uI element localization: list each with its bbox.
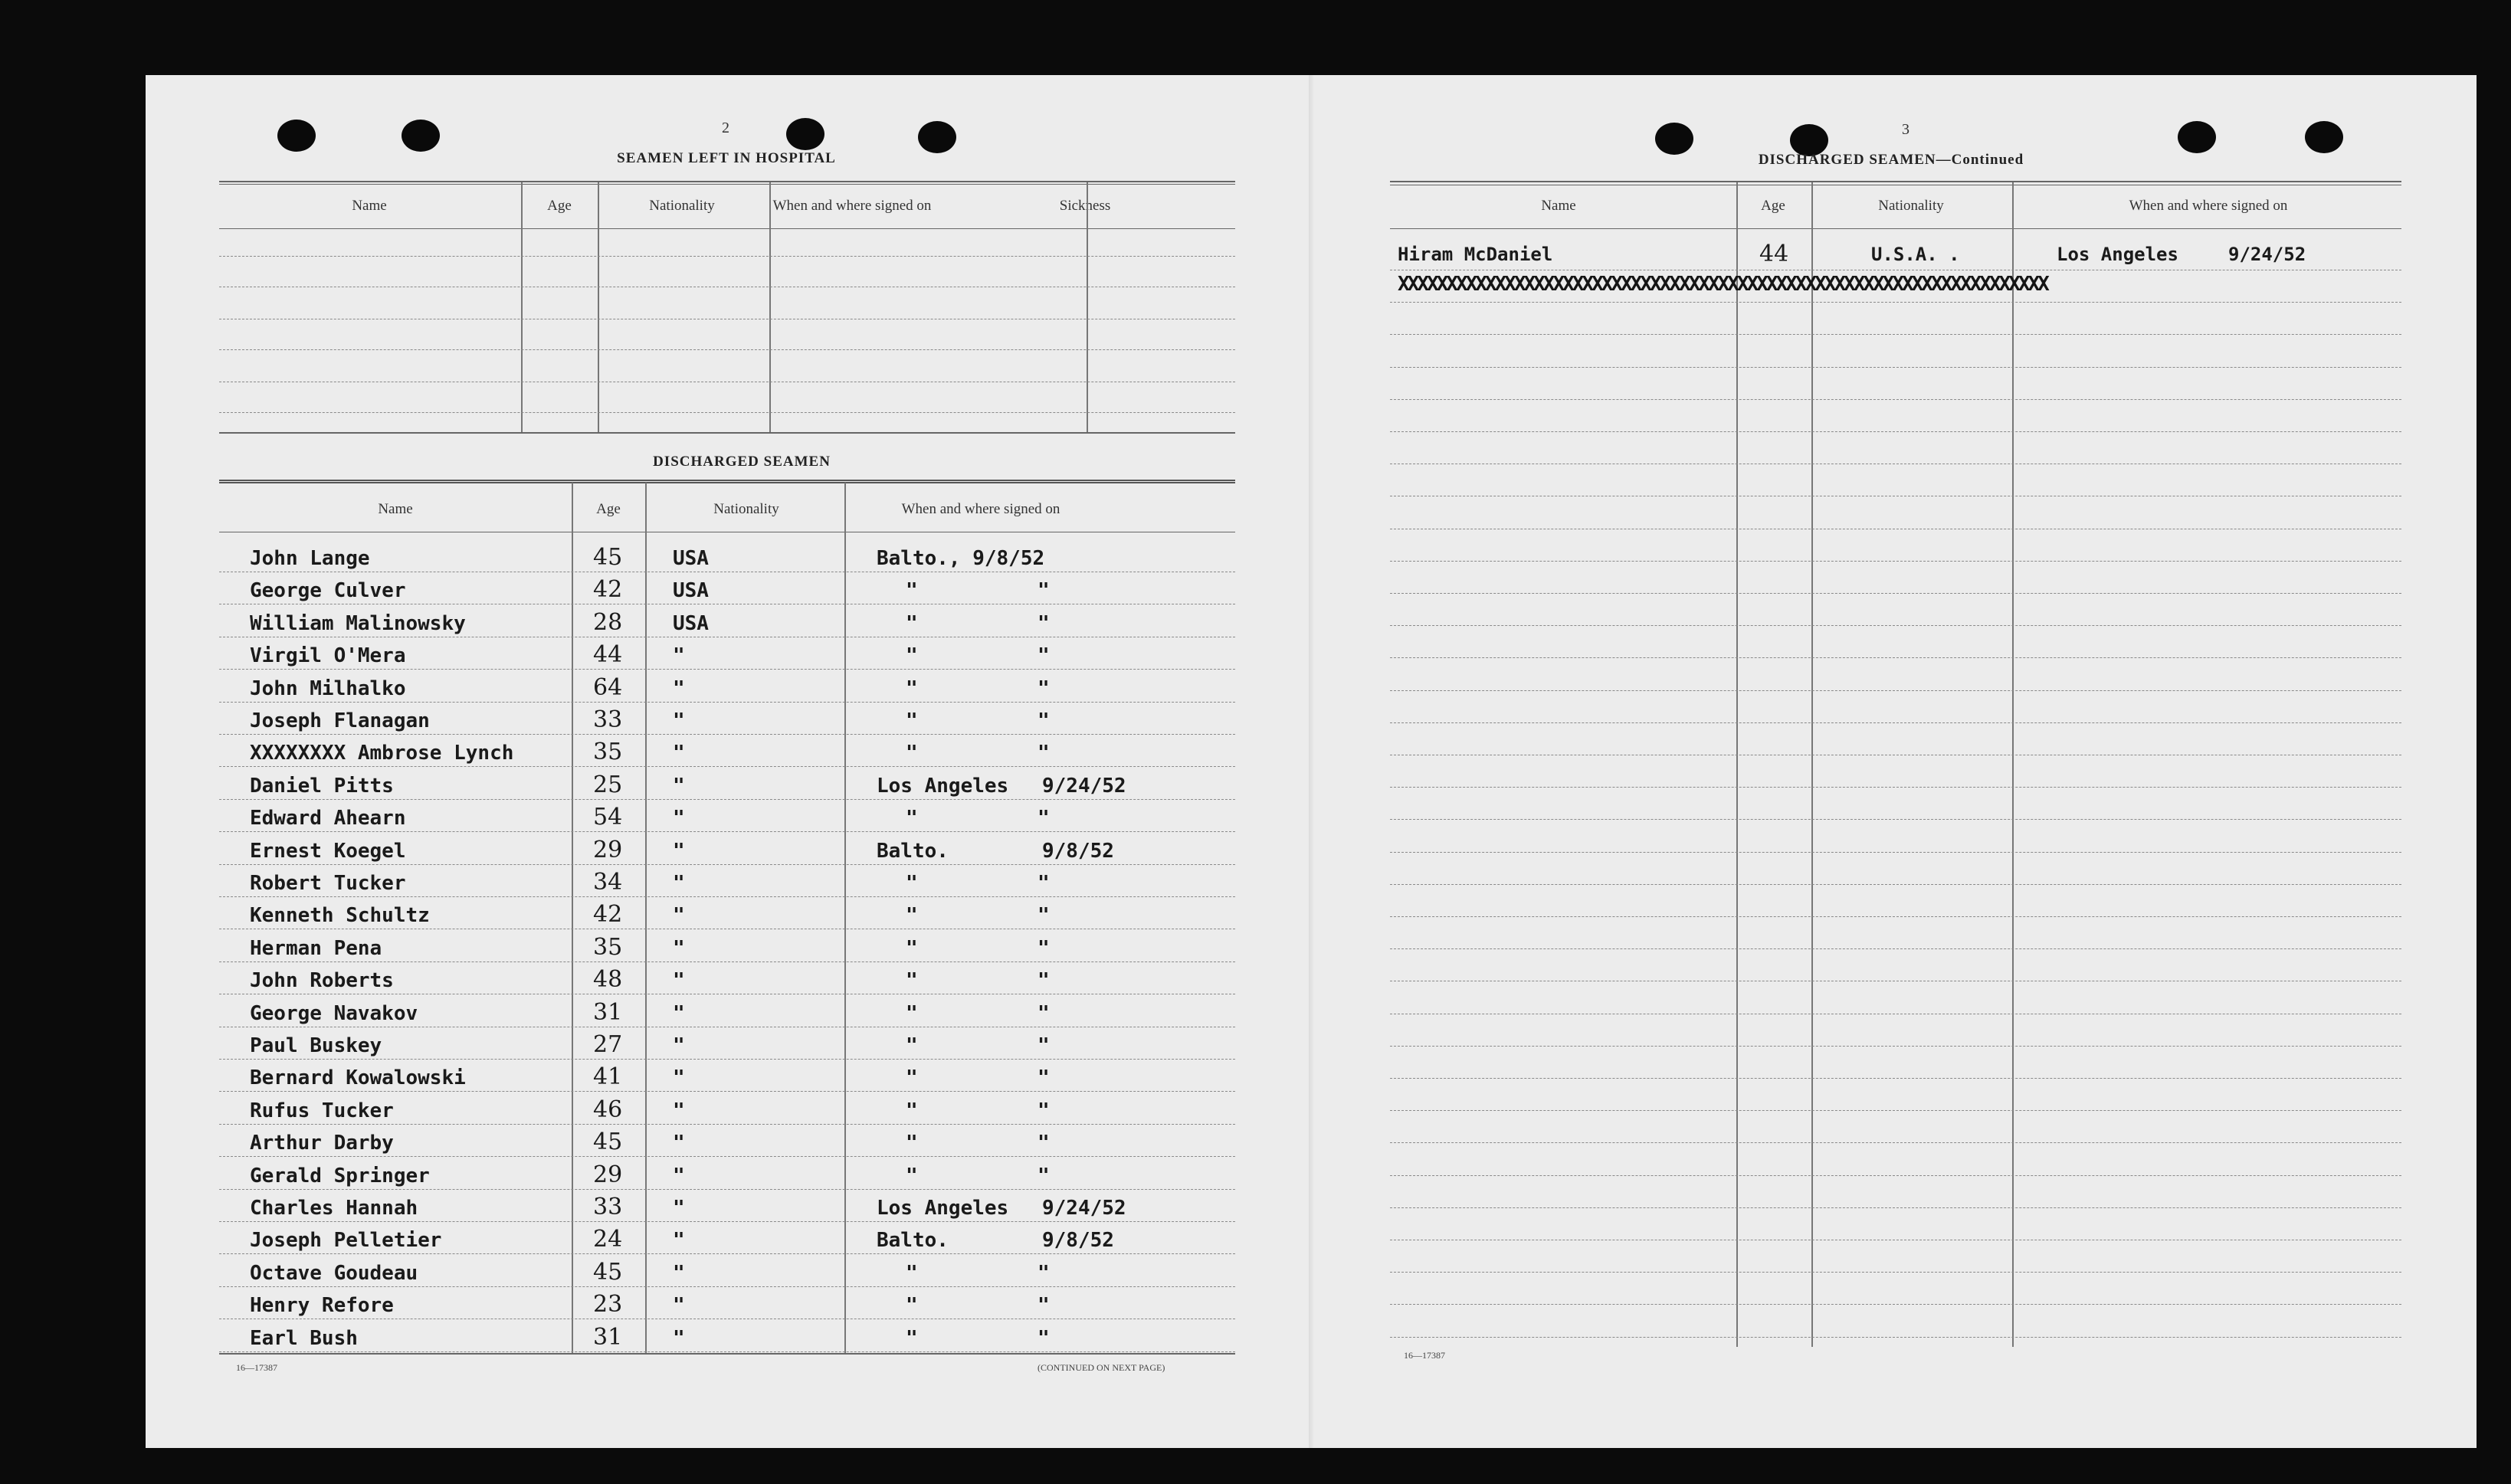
seaman-signed-date: "	[1038, 807, 1050, 830]
row-line	[1390, 1110, 2401, 1111]
seaman-name: George Navakov	[250, 1002, 418, 1025]
seaman-signed-place: "	[906, 1099, 918, 1122]
seaman-signed-place: "	[906, 1002, 918, 1025]
seaman-age: 64	[593, 674, 623, 701]
seaman-name: Octave Goudeau	[250, 1262, 418, 1285]
seaman-age: 23	[593, 1291, 623, 1318]
seaman-signed-date: "	[1038, 709, 1050, 732]
seaman-nationality: "	[673, 677, 685, 700]
seaman-signed-date: "	[1038, 1262, 1050, 1285]
seaman-signed-place: "	[906, 1066, 918, 1089]
hospital-col-header: Sickness	[1059, 198, 1111, 214]
row-line	[1390, 657, 2401, 658]
seaman-signed-date: "	[1038, 1294, 1050, 1317]
row-line	[219, 1286, 1235, 1287]
first-entry-nationality: U.S.A. .	[1871, 244, 1960, 265]
seaman-signed-place: Los Angeles	[877, 775, 1009, 798]
column-divider	[521, 182, 523, 432]
first-entry-place: Los Angeles	[2057, 244, 2178, 265]
row-line	[1390, 561, 2401, 562]
seaman-name: Gerald Springer	[250, 1165, 430, 1188]
discharged-col-header: When and where signed on	[901, 501, 1060, 517]
row-line	[219, 1189, 1235, 1190]
seaman-signed-date: "	[1038, 1002, 1050, 1025]
seaman-name: Rufus Tucker	[250, 1099, 394, 1122]
seaman-signed-date: "	[1038, 1327, 1050, 1350]
row-line	[219, 349, 1235, 350]
seaman-name: XXXXXXXX Ambrose Lynch	[250, 742, 514, 765]
row-line	[1390, 819, 2401, 820]
seaman-nationality: "	[673, 1099, 685, 1122]
seaman-signed-date: "	[1038, 1034, 1050, 1057]
column-divider	[2012, 182, 2014, 1347]
row-line	[219, 702, 1235, 703]
seaman-nationality: "	[673, 872, 685, 895]
row-line	[219, 412, 1235, 413]
column-divider	[844, 483, 846, 1353]
column-divider	[1087, 182, 1088, 432]
row-line	[1390, 367, 2401, 368]
first-entry-date: 9/24/52	[2228, 244, 2306, 265]
continued-note: (CONTINUED ON NEXT PAGE)	[1038, 1362, 1165, 1373]
discharged-col-header: Nationality	[713, 501, 779, 517]
punch-hole	[786, 118, 824, 150]
seaman-age: 45	[593, 544, 623, 571]
seaman-name: Earl Bush	[250, 1327, 358, 1350]
seaman-age: 28	[593, 609, 623, 636]
seaman-nationality: "	[673, 1034, 685, 1057]
seaman-name: George Culver	[250, 579, 406, 602]
seaman-signed-place: Balto., 9/8/52	[877, 547, 1045, 570]
seaman-signed-date: "	[1038, 579, 1050, 602]
seaman-nationality: "	[673, 742, 685, 765]
row-line	[1390, 1272, 2401, 1273]
seaman-nationality: "	[673, 1197, 685, 1220]
seaman-signed-date: "	[1038, 904, 1050, 927]
seaman-age: 45	[593, 1129, 623, 1155]
row-line	[1390, 787, 2401, 788]
seaman-signed-place: "	[906, 644, 918, 667]
row-line	[1390, 1304, 2401, 1305]
seaman-signed-date: 9/8/52	[1042, 1229, 1114, 1252]
seaman-name: Kenneth Schultz	[250, 904, 430, 927]
seaman-signed-place: "	[906, 677, 918, 700]
row-line	[219, 1091, 1235, 1092]
seaman-name: Edward Ahearn	[250, 807, 406, 830]
hospital-header-bottom	[219, 228, 1235, 229]
column-divider	[572, 483, 573, 1353]
row-line	[1390, 916, 2401, 917]
row-line	[1390, 690, 2401, 691]
seaman-name: Paul Buskey	[250, 1034, 382, 1057]
seaman-name: John Roberts	[250, 969, 394, 992]
seaman-signed-place: "	[906, 1132, 918, 1155]
punch-hole	[918, 121, 956, 153]
struck-out-line: XXXXXXXXXXXXXXXXXXXXXXXXXXXXXXXXXXXXXXXXXXXXXXXXXXXXXXXXXXXXXXXXXXX	[1398, 273, 2047, 296]
seaman-signed-date: "	[1038, 1132, 1050, 1155]
seaman-signed-place: "	[906, 1327, 918, 1350]
seaman-name: Arthur Darby	[250, 1132, 394, 1155]
seaman-age: 44	[593, 641, 623, 668]
seaman-age: 33	[593, 706, 623, 733]
row-line	[1390, 948, 2401, 949]
page-number: 2	[722, 120, 729, 136]
seaman-signed-place: "	[906, 1034, 918, 1057]
seaman-name: Henry Refore	[250, 1294, 394, 1317]
seaman-age: 34	[593, 869, 623, 896]
row-line	[1390, 722, 2401, 723]
seaman-nationality: "	[673, 644, 685, 667]
column-divider	[598, 182, 599, 432]
discharged-bottom-rule	[219, 1353, 1235, 1355]
seaman-signed-date: "	[1038, 872, 1050, 895]
row-line	[1390, 625, 2401, 626]
seaman-age: 46	[593, 1096, 623, 1123]
row-line	[219, 1351, 1235, 1352]
seaman-signed-date: 9/24/52	[1042, 775, 1126, 798]
seaman-signed-date: "	[1038, 1099, 1050, 1122]
seaman-name: Daniel Pitts	[250, 775, 394, 798]
seaman-name: Herman Pena	[250, 937, 382, 960]
seaman-nationality: "	[673, 937, 685, 960]
seaman-signed-place: Balto.	[877, 1229, 949, 1252]
document-sheet	[146, 75, 2477, 1448]
page-fold	[1309, 75, 1313, 1448]
seaman-age: 42	[593, 901, 623, 928]
seaman-signed-date: "	[1038, 742, 1050, 765]
seaman-signed-date: "	[1038, 677, 1050, 700]
row-line	[1390, 1078, 2401, 1079]
seaman-signed-date: "	[1038, 612, 1050, 635]
seaman-signed-place: "	[906, 872, 918, 895]
right-top-rule	[1390, 181, 2401, 182]
row-line	[219, 256, 1235, 257]
seaman-nationality: "	[673, 1132, 685, 1155]
row-line	[1390, 399, 2401, 400]
row-line	[219, 1221, 1235, 1222]
seaman-signed-place: "	[906, 807, 918, 830]
seaman-nationality: "	[673, 775, 685, 798]
seaman-signed-place: "	[906, 1165, 918, 1188]
seaman-age: 45	[593, 1259, 623, 1286]
row-line	[1390, 334, 2401, 335]
row-line	[219, 896, 1235, 897]
seaman-age: 25	[593, 771, 623, 798]
seaman-signed-place: "	[906, 612, 918, 635]
row-line	[1390, 302, 2401, 303]
hospital-col-header: Name	[352, 198, 387, 214]
row-line	[1390, 1175, 2401, 1176]
column-divider	[645, 483, 647, 1353]
row-line	[1390, 431, 2401, 432]
seaman-nationality: "	[673, 807, 685, 830]
right-col-header: When and where signed on	[2129, 198, 2288, 214]
hospital-top-rule	[219, 181, 1235, 182]
seaman-signed-place: "	[906, 1262, 918, 1285]
discharged-title: DISCHARGED SEAMEN	[653, 454, 831, 470]
right-col-header: Nationality	[1878, 198, 1944, 214]
seaman-nationality: "	[673, 1229, 685, 1252]
seaman-name: John Lange	[250, 547, 370, 570]
punch-hole	[2305, 121, 2343, 153]
seaman-signed-place: "	[906, 969, 918, 992]
punch-hole	[277, 120, 316, 152]
row-line	[219, 1253, 1235, 1254]
discharged-top-rule	[219, 480, 1235, 483]
seaman-name: Robert Tucker	[250, 872, 406, 895]
seaman-nationality: USA	[673, 612, 709, 635]
seaman-signed-date: "	[1038, 1165, 1050, 1188]
row-line	[1390, 884, 2401, 885]
seaman-age: 27	[593, 1031, 623, 1058]
row-line	[1390, 593, 2401, 594]
seaman-nationality: "	[673, 1165, 685, 1188]
first-entry-age: 44	[1759, 241, 1789, 267]
seaman-name: William Malinowsky	[250, 612, 466, 635]
row-line	[1390, 1337, 2401, 1338]
hospital-bottom-rule	[219, 432, 1235, 434]
seaman-name: Ernest Koegel	[250, 840, 406, 863]
row-line	[219, 831, 1235, 832]
row-line	[1390, 1046, 2401, 1047]
seaman-signed-place: "	[906, 579, 918, 602]
discharged-col-header: Age	[596, 501, 621, 517]
seaman-nationality: "	[673, 1262, 685, 1285]
seaman-signed-date: 9/24/52	[1042, 1197, 1126, 1220]
row-line	[219, 1059, 1235, 1060]
hospital-header-rule	[219, 184, 1235, 185]
row-line	[219, 799, 1235, 800]
seaman-age: 41	[593, 1063, 623, 1090]
page-number: 3	[1902, 121, 1909, 138]
seaman-age: 33	[593, 1194, 623, 1220]
right-col-header: Age	[1761, 198, 1785, 214]
seaman-age: 29	[593, 1161, 623, 1188]
row-line	[1390, 1207, 2401, 1208]
seaman-signed-date: "	[1038, 937, 1050, 960]
seaman-age: 35	[593, 934, 623, 961]
seaman-name: Charles Hannah	[250, 1197, 418, 1220]
seaman-name: Virgil O'Mera	[250, 644, 406, 667]
row-line	[219, 961, 1235, 962]
seaman-age: 35	[593, 739, 623, 765]
seaman-signed-date: "	[1038, 1066, 1050, 1089]
row-line	[1390, 1142, 2401, 1143]
discharged-col-header: Name	[378, 501, 413, 517]
row-line	[219, 1124, 1235, 1125]
seaman-signed-place: "	[906, 742, 918, 765]
seaman-name: Joseph Pelletier	[250, 1229, 442, 1252]
seaman-nationality: "	[673, 1327, 685, 1350]
hospital-title: SEAMEN LEFT IN HOSPITAL	[617, 150, 836, 166]
seaman-nationality: USA	[673, 579, 709, 602]
seaman-age: 31	[593, 999, 623, 1026]
seaman-signed-date: "	[1038, 644, 1050, 667]
seaman-nationality: "	[673, 1294, 685, 1317]
row-line	[219, 864, 1235, 865]
row-line	[219, 1156, 1235, 1157]
seaman-signed-place: "	[906, 937, 918, 960]
seaman-age: 48	[593, 966, 623, 993]
row-line	[219, 734, 1235, 735]
form-number: 16—17387	[1404, 1350, 1445, 1361]
seaman-signed-place: "	[906, 1294, 918, 1317]
hospital-col-header: When and where signed on	[772, 198, 932, 214]
seaman-signed-date: "	[1038, 969, 1050, 992]
seaman-nationality: "	[673, 840, 685, 863]
row-line	[219, 766, 1235, 767]
seaman-age: 42	[593, 576, 623, 603]
seaman-nationality: "	[673, 1002, 685, 1025]
continued-title: DISCHARGED SEAMEN—Continued	[1758, 152, 2024, 168]
seaman-name: Bernard Kowalowski	[250, 1066, 466, 1089]
seaman-nationality: USA	[673, 547, 709, 570]
hospital-col-header: Age	[547, 198, 572, 214]
column-divider	[1811, 182, 1813, 1347]
seaman-nationality: "	[673, 969, 685, 992]
column-divider	[769, 182, 771, 432]
punch-hole	[1655, 123, 1693, 155]
seaman-signed-place: Balto.	[877, 840, 949, 863]
seaman-signed-date: 9/8/52	[1042, 840, 1114, 863]
seaman-signed-place: Los Angeles	[877, 1197, 1009, 1220]
punch-hole	[2178, 121, 2216, 153]
seaman-signed-place: "	[906, 904, 918, 927]
seaman-name: Joseph Flanagan	[250, 709, 430, 732]
punch-hole	[402, 120, 440, 152]
seaman-age: 54	[593, 804, 623, 830]
seaman-signed-place: "	[906, 709, 918, 732]
right-col-header: Name	[1541, 198, 1576, 214]
seaman-age: 31	[593, 1324, 623, 1351]
seaman-nationality: "	[673, 1066, 685, 1089]
seaman-age: 24	[593, 1226, 623, 1253]
hospital-col-header: Nationality	[649, 198, 715, 214]
form-number: 16—17387	[236, 1362, 277, 1373]
row-line	[219, 669, 1235, 670]
row-line	[1390, 852, 2401, 853]
right-header-bottom	[1390, 228, 2401, 229]
seaman-name: John Milhalko	[250, 677, 406, 700]
column-divider	[1736, 182, 1738, 1347]
first-entry-name: Hiram McDaniel	[1398, 244, 1553, 265]
seaman-nationality: "	[673, 904, 685, 927]
seaman-nationality: "	[673, 709, 685, 732]
seaman-age: 29	[593, 837, 623, 863]
